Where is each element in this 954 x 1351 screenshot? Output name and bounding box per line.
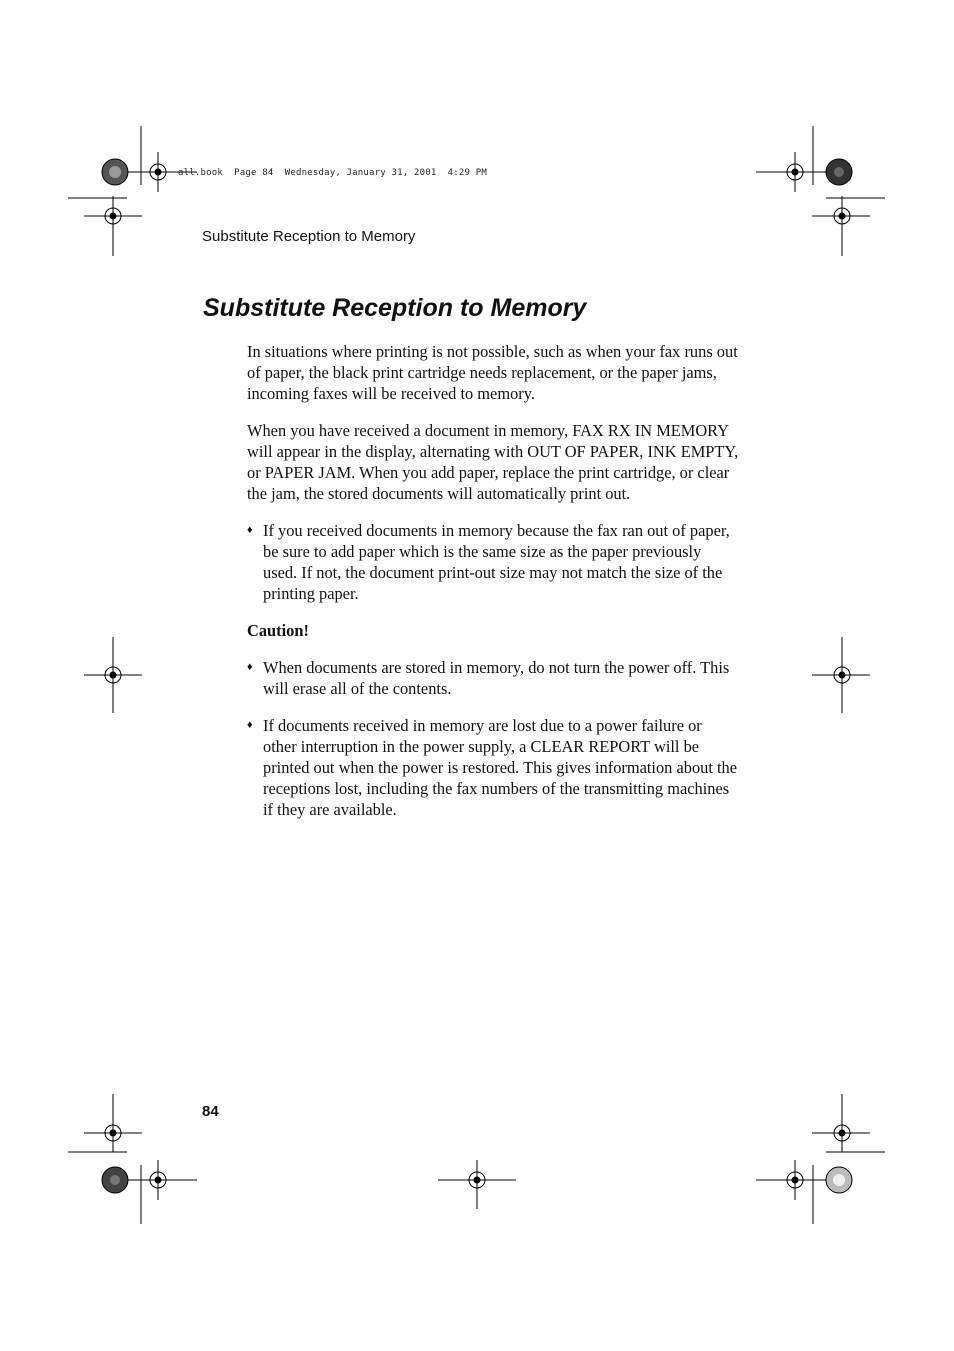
- diamond-bullet-icon: ♦: [247, 719, 253, 731]
- list-item: [247, 520, 739, 604]
- page-number: 84: [202, 1103, 219, 1120]
- registration-mark-icon: [812, 637, 870, 713]
- registration-mark-icon: [84, 637, 142, 713]
- caution-heading: Caution!: [247, 621, 309, 640]
- list-item: [247, 657, 739, 699]
- paragraph: In situations where printing is not possible, such as when your fax runs out of paper, the black print cartridge needs replacement, or the paper jams, incoming faxes will be received to memory.: [247, 342, 738, 403]
- registration-mark-icon: [756, 152, 834, 192]
- registration-mark-icon: [812, 196, 870, 256]
- registration-mark-icon: [84, 1094, 142, 1152]
- list-item-text: When documents are stored in memory, do not turn the power off. This will erase all of the contents.: [263, 658, 730, 698]
- body-text: [247, 341, 739, 836]
- registration-mark-icon: [84, 196, 142, 256]
- list-item-text: If you received documents in memory because the fax ran out of paper, be sure to add paper which is the same size as the paper previously used. If not, the document print-out size may not match the size of the printing paper.: [263, 521, 730, 603]
- list-item: [247, 715, 739, 820]
- color-bar-icon: [102, 1167, 128, 1193]
- color-bar-icon: [826, 159, 852, 185]
- registration-mark-icon: [812, 1094, 870, 1152]
- list-item-text: If documents received in memory are lost due to a power failure or other interruption in the power supply, a CLEAR REPORT will be printed out when the power is restored. This gives information about the receptions lost, including the fax numbers of the transmitting machines if they are available.: [263, 716, 738, 819]
- registration-mark-icon: [119, 1160, 197, 1200]
- color-bar-icon: [102, 159, 128, 185]
- registration-mark-icon: [438, 1160, 516, 1209]
- paragraph: When you have received a document in memory, FAX RX IN MEMORY will appear in the display, alternating with OUT OF PAPER, INK EMPTY, or PAPER JAM. When you add paper, replace the print cartridge, or clear the jam, the stored documents will automatically print out.: [247, 421, 739, 503]
- diamond-bullet-icon: ♦: [247, 661, 253, 673]
- registration-mark-icon: [756, 1160, 834, 1200]
- running-header: Substitute Reception to Memory: [202, 228, 416, 245]
- color-bar-icon: [826, 1167, 852, 1193]
- section-title: Substitute Reception to Memory: [203, 294, 587, 322]
- print-slug: all.book Page 84 Wednesday, January 31, 2001 4:29 PM: [178, 168, 488, 178]
- diamond-bullet-icon: ♦: [247, 524, 253, 536]
